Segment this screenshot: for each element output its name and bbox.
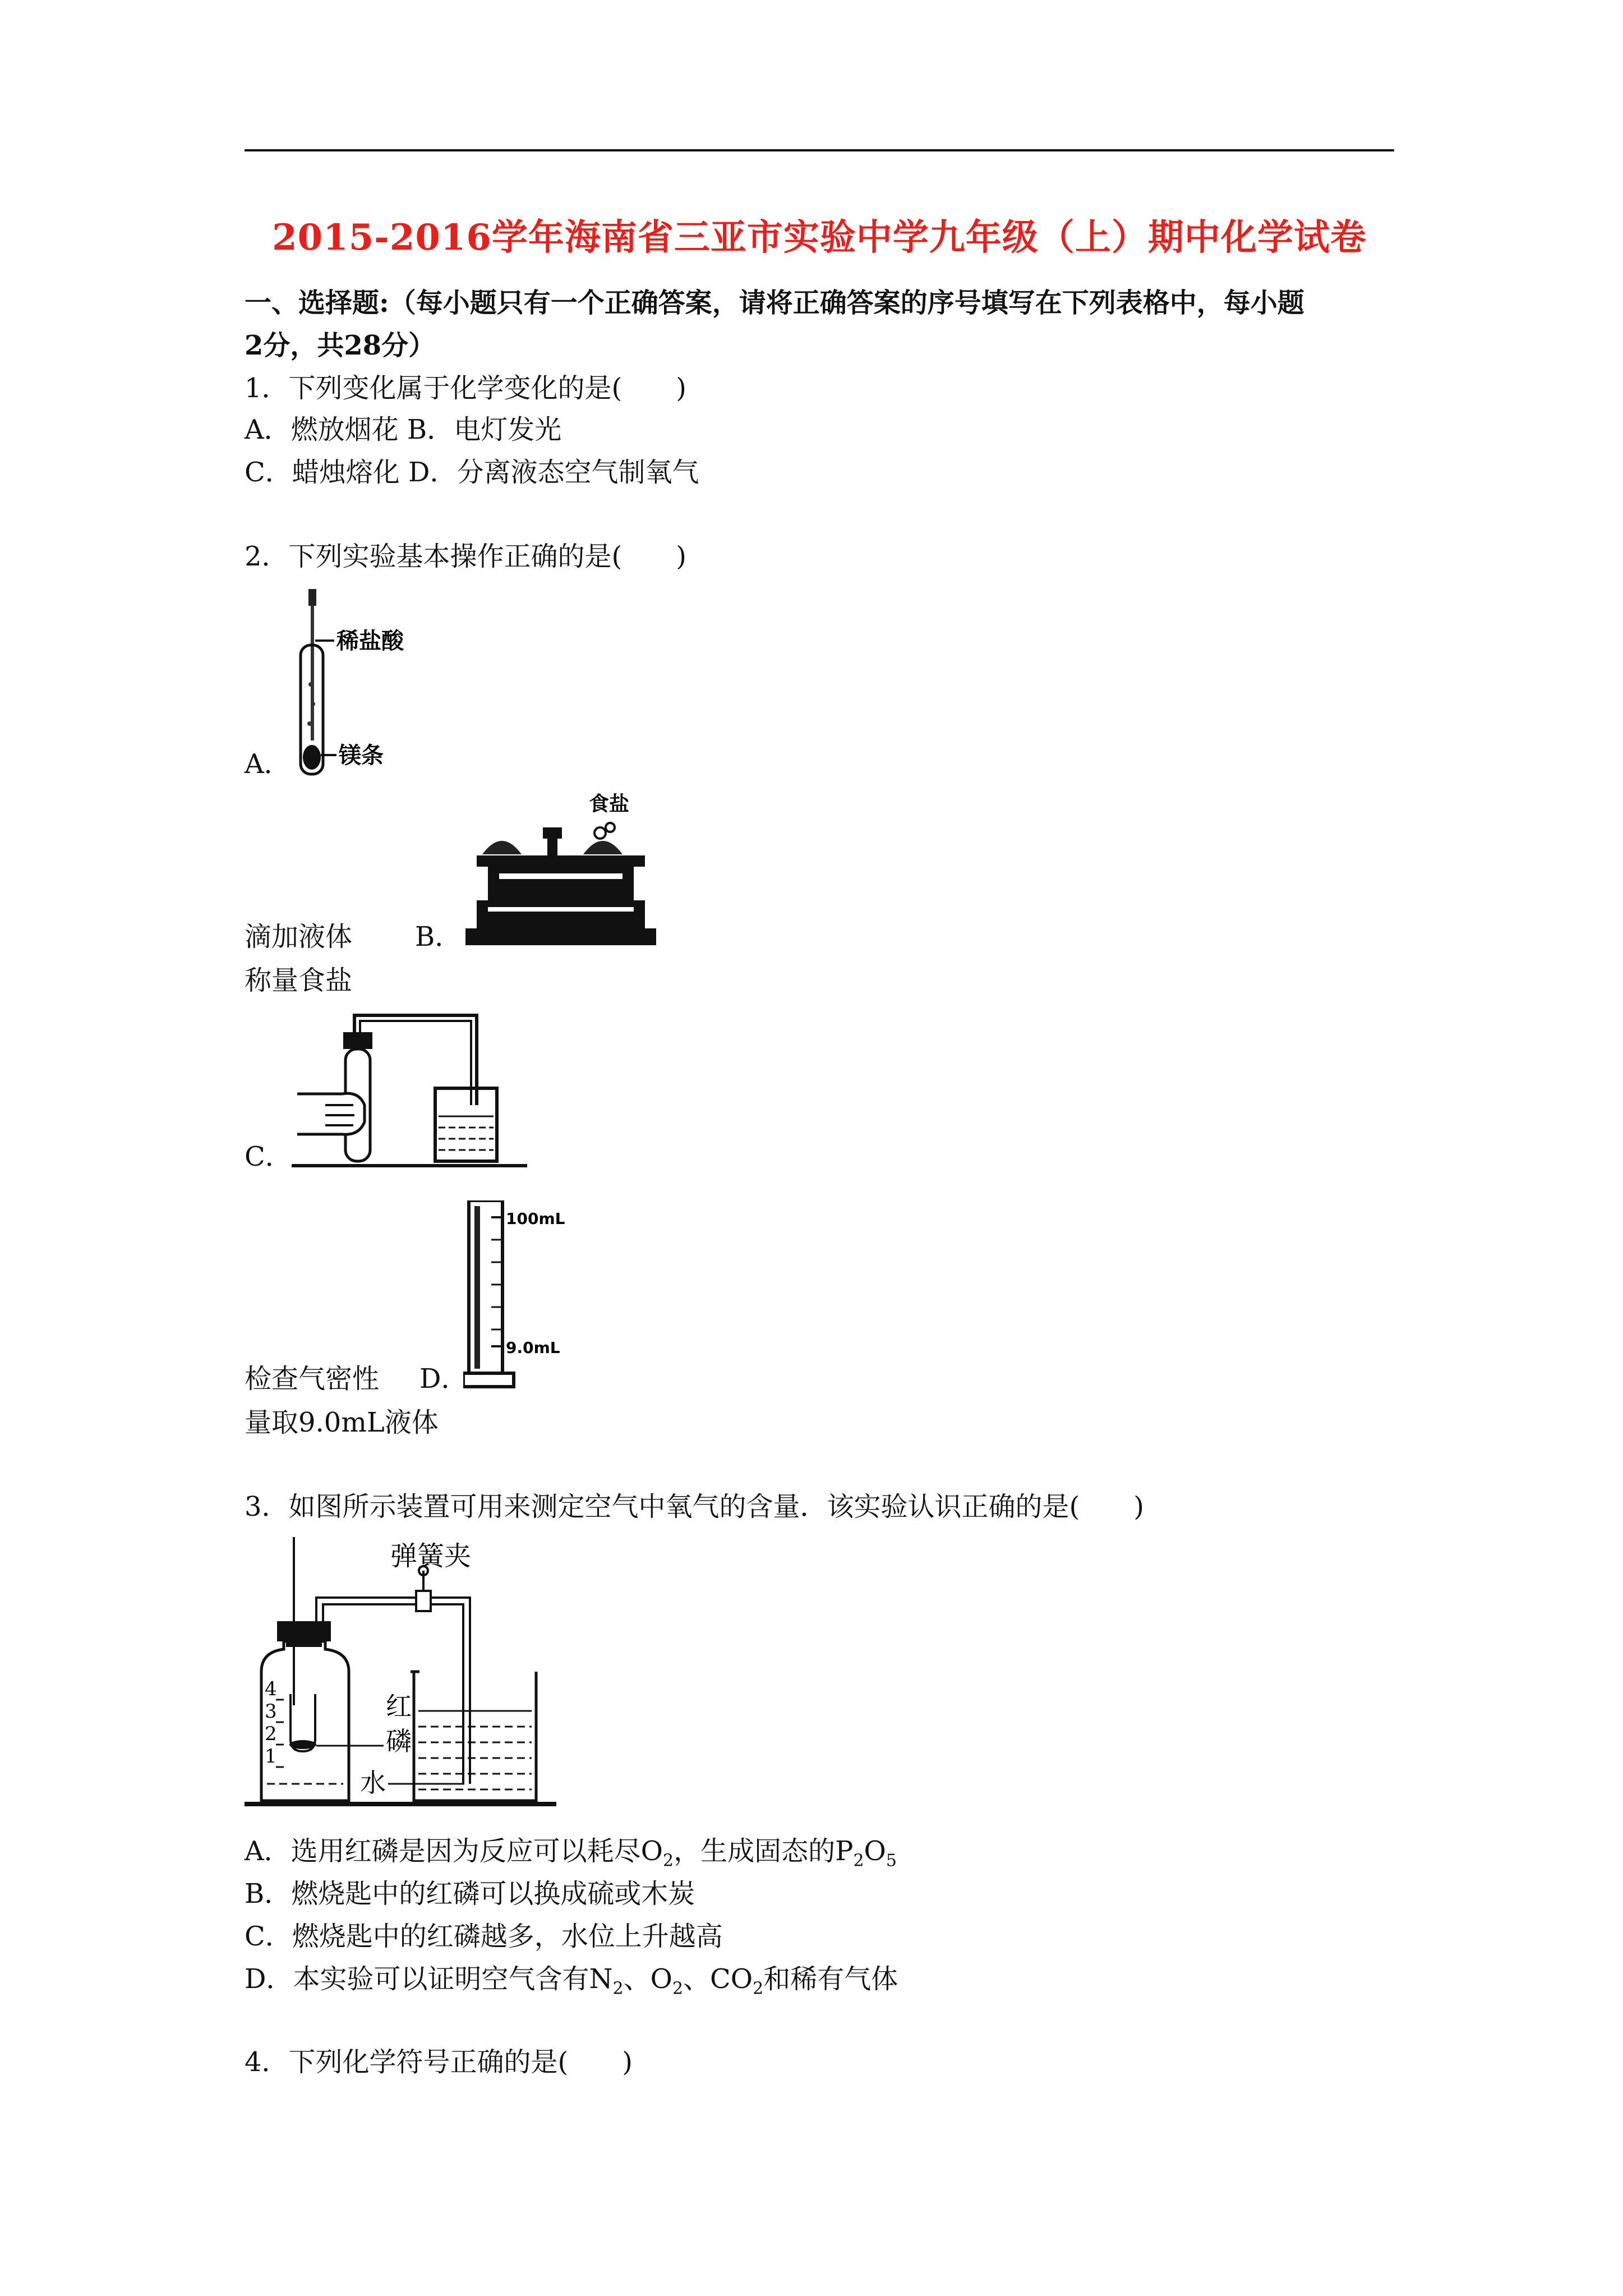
label-9ml: 9.0mL — [506, 1338, 560, 1357]
q2-option-a-letter: A． — [245, 748, 291, 780]
exam-title: 2015-2016学年海南省三亚市实验中学九年级（上）期中化学试卷 — [272, 217, 1367, 259]
q1-options-cd: C．蜡烛熔化 D．分离液态空气制氧气 — [245, 457, 699, 488]
bottle-mark-4: 4 — [265, 1678, 277, 1700]
label-red-phosphorus-1: 红 — [386, 1691, 412, 1722]
q2-figure-b-balance — [460, 788, 662, 951]
q4-stem: 4．下列化学符号正确的是( ) — [245, 2046, 633, 2078]
label-100ml: 100mL — [506, 1209, 565, 1228]
q2-option-c-caption: 检查气密性 — [245, 1363, 380, 1395]
section-heading-line-2: 2分，共28分） — [245, 330, 436, 361]
label-magnesium-ribbon: 镁条 — [339, 743, 384, 769]
bottle-mark-2: 2 — [265, 1723, 277, 1745]
q3-option-d: D．本实验可以证明空气含有$N_2$、$O_2$、$CO_2$和稀有气体 — [245, 1963, 898, 1999]
q2-option-d-letter: D． — [419, 1363, 468, 1395]
q2-figure-c-airtightness — [292, 1010, 527, 1172]
bottle-mark-1: 1 — [265, 1745, 277, 1768]
label-dilute-hydrochloric-acid: 稀盐酸 — [336, 628, 404, 654]
q2-option-a-caption: 滴加液体 — [245, 921, 353, 953]
label-water: 水 — [360, 1768, 386, 1798]
q3-option-a: A．选用红磷是因为反应可以耗尽$O_2$，生成固态的$P_2O_5$ — [245, 1835, 897, 1871]
q3-option-b: B．燃烧匙中的红磷可以换成硫或木炭 — [245, 1878, 695, 1910]
header-rule — [245, 149, 1394, 151]
q3-stem: 3．如图所示装置可用来测定空气中氧气的含量．该实验认识正确的是( ) — [245, 1491, 1144, 1522]
q2-option-b-letter: B． — [415, 921, 462, 953]
q2-figure-d-cylinder — [463, 1200, 587, 1391]
label-spring-clamp: 弹簧夹 — [390, 1540, 472, 1572]
q3-option-c: C．燃烧匙中的红磷越多，水位上升越高 — [245, 1921, 723, 1952]
bottle-mark-3: 3 — [265, 1700, 277, 1723]
q2-option-b-caption: 称量食盐 — [245, 965, 353, 996]
q2-option-d-caption: 量取9.0mL液体 — [245, 1407, 439, 1438]
q1-stem: 1．下列变化属于化学变化的是( ) — [245, 372, 686, 404]
label-table-salt: 食盐 — [589, 793, 630, 816]
section-heading-line-1: 一、选择题:（每小题只有一个正确答案，请将正确答案的序号填写在下列表格中，每小题 — [245, 287, 1304, 319]
q3-figure-oxygen-apparatus — [245, 1537, 559, 1818]
q2-stem: 2．下列实验基本操作正确的是( ) — [245, 541, 686, 572]
q2-figure-a-test-tube — [280, 589, 426, 780]
q1-options-ab: A．燃放烟花 B．电灯发光 — [245, 414, 562, 445]
label-red-phosphorus-2: 磷 — [386, 1726, 412, 1756]
q2-option-c-letter: C． — [245, 1141, 292, 1172]
